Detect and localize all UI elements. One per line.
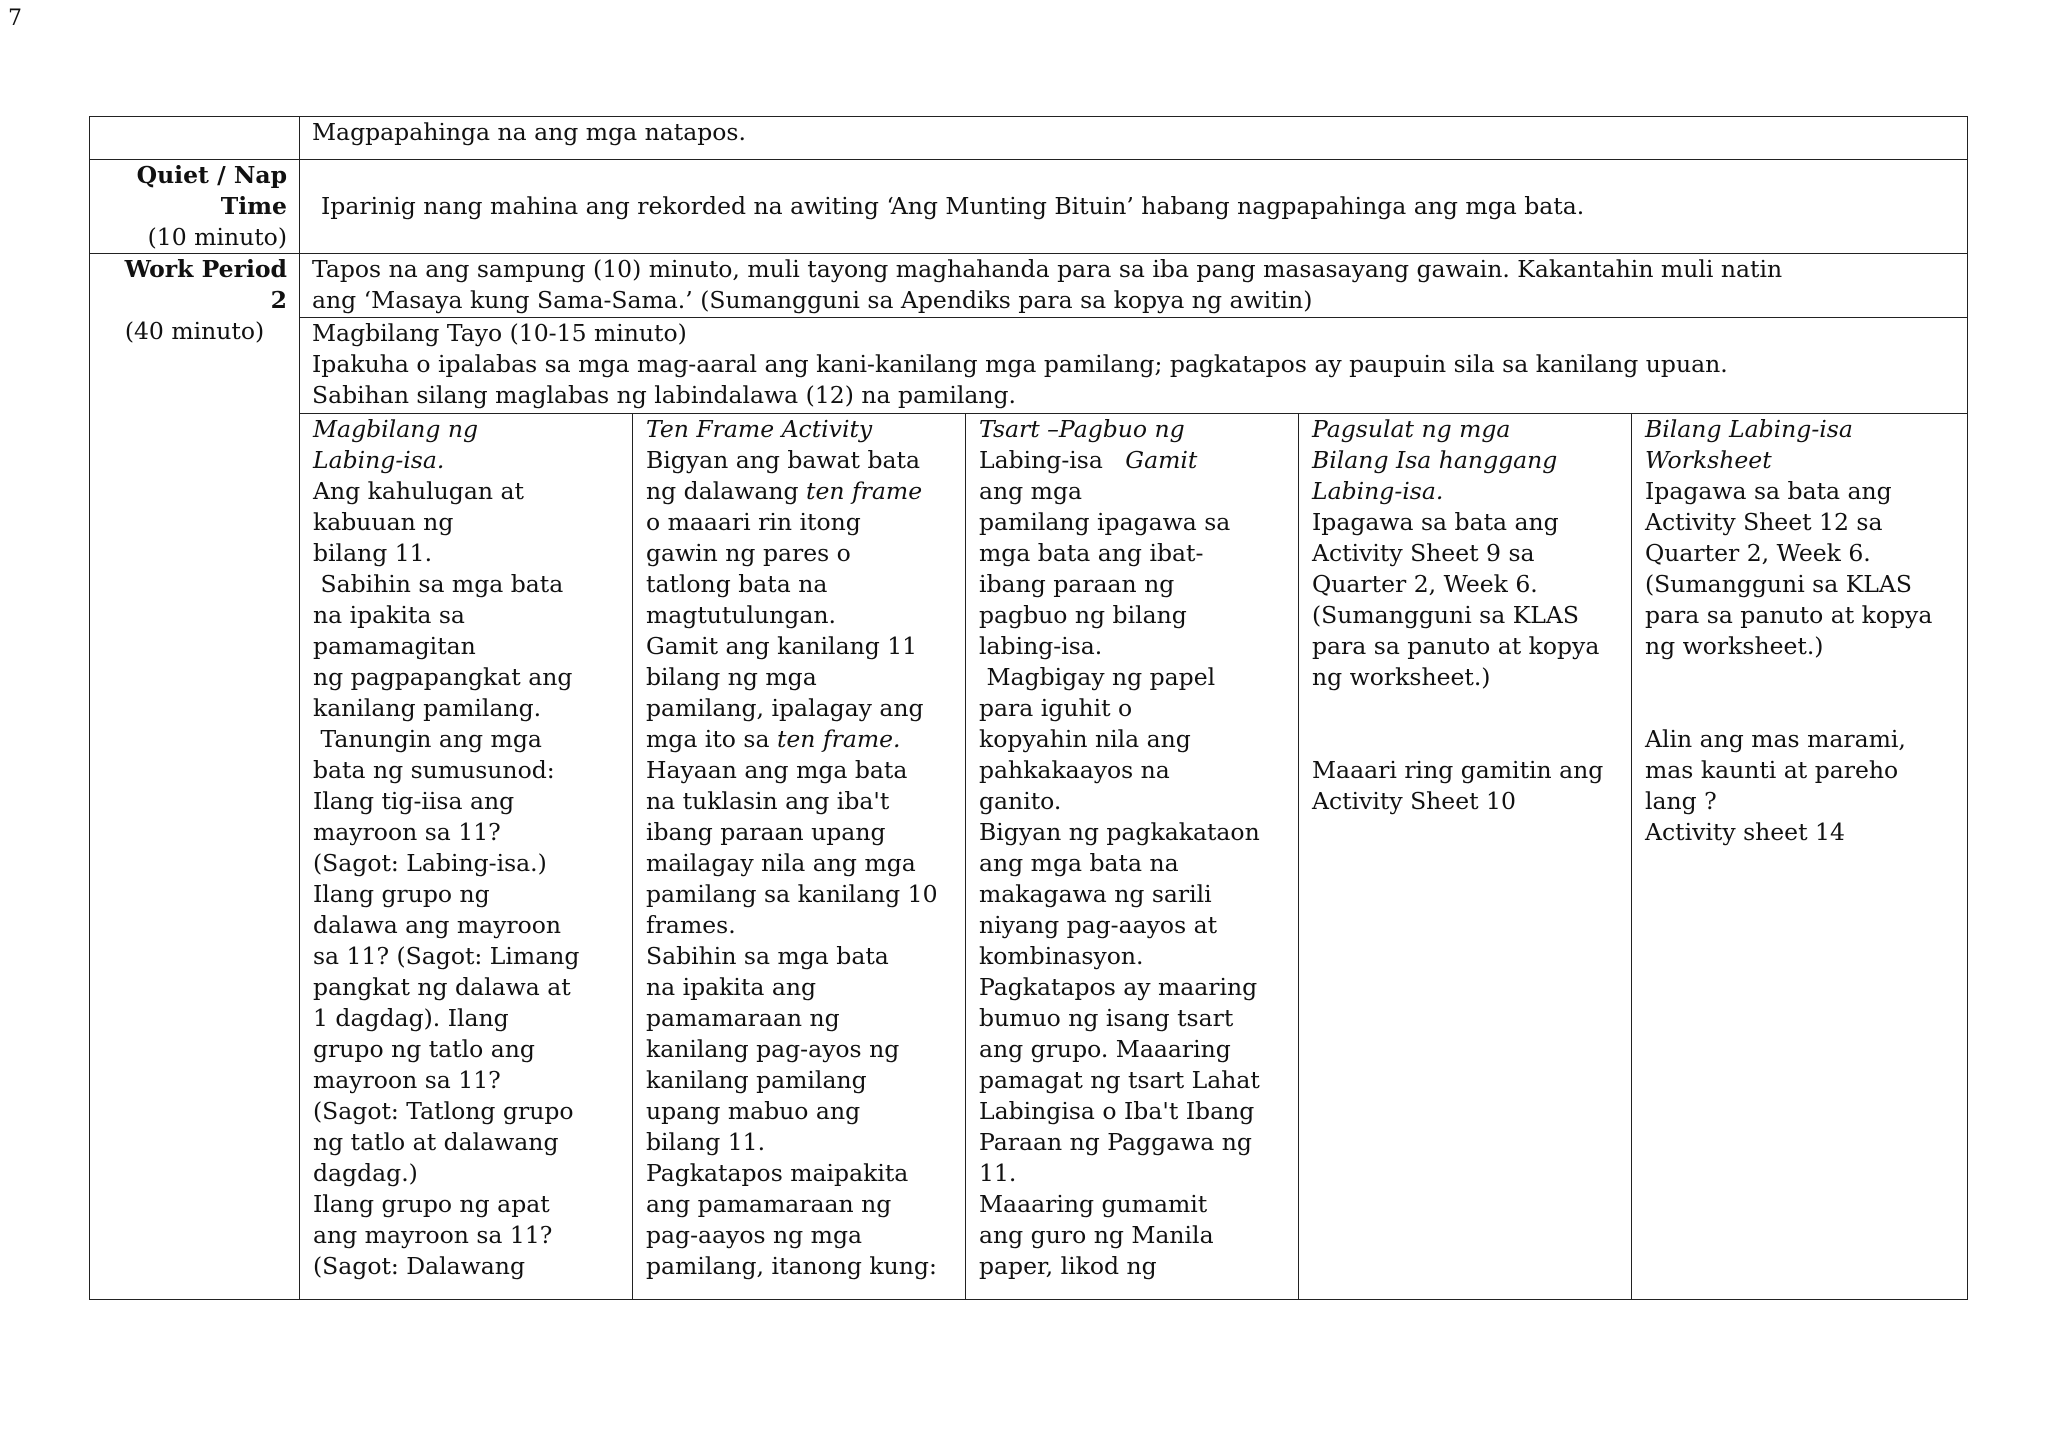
lesson-plan-table (89, 116, 1968, 1300)
activity-body-line: pamagat ng tsart Lahat (979, 1066, 1260, 1094)
work-period-intro (300, 254, 1968, 318)
activity-body-line: Ipagawa sa bata ang (1645, 477, 1892, 505)
activity-body-line: pamilang, ipalagay ang (646, 694, 924, 722)
activity-body-line: Gamit ang kanilang 11 (646, 632, 918, 660)
activity-body-line: dagdag.) (313, 1159, 418, 1187)
activity-title-line: Bilang Labing-isa (1645, 415, 1853, 443)
activity-body-line: kanilang pamilang. (313, 694, 542, 722)
activity-body-line: Activity sheet 14 (1645, 818, 1845, 846)
activity-body-line: dalawa ang mayroon (313, 911, 562, 939)
activity-body-line: na ipakita ang (646, 973, 817, 1001)
activity-body-line: sa 11? (Sagot: Limang (313, 942, 580, 970)
activity-body-line: bata ng sumusunod: (313, 756, 555, 784)
activity-body-line: mga bata ang ibat- (979, 539, 1204, 567)
activity-body-line: pahkakaayos na (979, 756, 1170, 784)
activity-body-line: lang ? (1645, 787, 1717, 815)
activity-body-line: ng dalawang ten frame (646, 477, 923, 505)
activity-body-line: upang mabuo ang (646, 1097, 861, 1125)
page-number: 7 (8, 6, 22, 31)
activity-body-line: na ipakita sa (313, 601, 465, 629)
activity-body-line: Sabihin sa mga bata (646, 942, 889, 970)
quiet-nap-label-line2: Time (220, 192, 287, 220)
activity-body-line: para sa panuto at kopya (1312, 632, 1600, 660)
activity-body-line: Quarter 2, Week 6. (1312, 570, 1538, 598)
empty-label-cell (90, 117, 300, 160)
activity-body-line: grupo ng tatlo ang (313, 1035, 535, 1063)
activity-body-line: Maaaring gumamit (979, 1190, 1208, 1218)
quiet-nap-row (90, 160, 1968, 254)
activity-body-line: pangkat ng dalawa at (313, 973, 571, 1001)
activity-body-line: tatlong bata na (646, 570, 828, 598)
activity-body-line: ng pagpapangkat ang (313, 663, 573, 691)
quiet-nap-duration: (10 minuto) (147, 223, 287, 251)
activity-body-line (1645, 693, 1959, 724)
work-period-intro-line1: Tapos na ang sampung (10) minuto, muli tayong maghahanda para sa iba pang masasayang gawain. Kakantahin muli natin (312, 255, 1783, 283)
magbilang-tayo-line1: Ipakuha o ipalabas sa mga mag-aaral ang kani-kanilang mga pamilang; pagkatapos ay paupuin sila sa kanilang upuan. (312, 350, 1728, 378)
work-period-duration: (40 minuto) (124, 317, 265, 345)
activity-body-line: Magbigay ng papel (979, 663, 1216, 691)
rest-row (90, 117, 1968, 160)
activity-body-line: (Sumangguni sa KLAS (1645, 570, 1912, 598)
activity-body-line: Alin ang mas marami, (1645, 725, 1906, 753)
rest-text: Magpapahinga na ang mga natapos. (300, 117, 1968, 160)
activity-body-line: Ang kahulugan at (313, 477, 524, 505)
activity-body-line: Tanungin ang mga (313, 725, 542, 753)
activity-body-line: ang mga (979, 477, 1082, 505)
activity-body-line: para iguhit o (979, 694, 1133, 722)
activity-body-line: bilang 11. (313, 539, 433, 567)
activity-body-line: mailagay nila ang mga (646, 849, 916, 877)
magbilang-tayo-row (90, 318, 1968, 414)
activity-body-line: ang mayroon sa 11? (313, 1221, 553, 1249)
activity-body-line: Pagkatapos maipakita (646, 1159, 909, 1187)
magbilang-tayo-line2: Sabihan silang maglabas ng labindalawa (12) na pamilang. (312, 381, 1017, 409)
activity-title-line: Tsart –Pagbuo ng (979, 415, 1185, 443)
magbilang-tayo-title: Magbilang Tayo (10-15 minuto) (312, 319, 687, 347)
activity-body-line: Quarter 2, Week 6. (1645, 539, 1871, 567)
work-period-label-text: Work Period 2 (124, 255, 287, 314)
activity-body-line: ganito. (979, 787, 1062, 815)
activity-body-line: kopyahin nila ang (979, 725, 1191, 753)
activity-body-line (1312, 693, 1623, 724)
activity-body-line: Pagkatapos ay maaring (979, 973, 1258, 1001)
activity-body-line: bilang 11. (646, 1128, 766, 1156)
activity-body-line: ibang paraan ng (979, 570, 1175, 598)
activity-body-line: Activity Sheet 10 (1312, 787, 1516, 815)
activity-body-line: 1 dagdag). Ilang (313, 1004, 509, 1032)
work-period-intro-row (90, 254, 1968, 318)
activity-body-line: niyang pag-aayos at (979, 911, 1218, 939)
activity-body-line: ng worksheet.) (1312, 663, 1491, 691)
activity-title-line: Ten Frame Activity (646, 415, 873, 443)
activity-body-line: pamilang, itanong kung: (646, 1252, 937, 1280)
activity-title-line: Labing-isa. (1312, 477, 1444, 505)
quiet-nap-label (90, 160, 300, 254)
activity-column (300, 414, 633, 1300)
activity-body-line: mayroon sa 11? (313, 818, 501, 846)
activities-row (90, 414, 1968, 1300)
activity-body-line: Ipagawa sa bata ang (1312, 508, 1559, 536)
activity-title-line: Labing-isa Gamit (979, 446, 1198, 474)
activity-title-line: Pagsulat ng mga (1312, 415, 1511, 443)
activity-body-line: ibang paraan upang (646, 818, 886, 846)
activity-body-line: mas kaunti at pareho (1645, 756, 1899, 784)
activity-body-line: Ilang grupo ng apat (313, 1190, 550, 1218)
activity-body-line: na tuklasin ang iba't (646, 787, 890, 815)
activity-body-line (1312, 724, 1623, 755)
activity-body-line: ang grupo. Maaaring (979, 1035, 1231, 1063)
activity-body-line: Bigyan ang bawat bata (646, 446, 920, 474)
activity-body-line: ng worksheet.) (1645, 632, 1824, 660)
activity-body-line: para sa panuto at kopya (1645, 601, 1933, 629)
activity-body-line: Activity Sheet 9 sa (1312, 539, 1535, 567)
activity-body-line: ang mga bata na (979, 849, 1179, 877)
activity-body-line: kombinasyon. (979, 942, 1144, 970)
activity-body-line: labing-isa. (979, 632, 1103, 660)
activity-body-line: kanilang pamilang (646, 1066, 867, 1094)
activity-body-line: bilang ng mga (646, 663, 817, 691)
activity-body-line: o maaari rin itong (646, 508, 861, 536)
activity-body-line: Sabihin sa mga bata (313, 570, 564, 598)
activity-body-line: (Sagot: Dalawang (313, 1252, 525, 1280)
activity-body-line: pamamagitan (313, 632, 476, 660)
activity-body-line: Paraan ng Paggawa ng (979, 1128, 1252, 1156)
activity-body-line: kabuuan ng (313, 508, 454, 536)
work-period-intro-line2: ang ‘Masaya kung Sama-Sama.’ (Sumangguni sa Apendiks para sa kopya ng awitin) (312, 286, 1313, 314)
activity-body-line: paper, likod ng (979, 1252, 1157, 1280)
activity-column (966, 414, 1299, 1300)
activity-body-line: ang pamamaraan ng (646, 1190, 892, 1218)
quiet-nap-label-line1: Quiet / Nap (136, 161, 287, 189)
activity-body-line: frames. (646, 911, 736, 939)
activity-body-line: ang guro ng Manila (979, 1221, 1214, 1249)
activity-title-line: Labing-isa. (313, 446, 445, 474)
activity-body-line: makagawa ng sarili (979, 880, 1212, 908)
activity-column (633, 414, 966, 1300)
activity-body-line: pamamaraan ng (646, 1004, 840, 1032)
activity-body-line: (Sagot: Labing-isa.) (313, 849, 547, 877)
activity-body-line: mayroon sa 11? (313, 1066, 501, 1094)
activity-body-line: Maaari ring gamitin ang (1312, 756, 1604, 784)
activity-body-line (1645, 662, 1959, 693)
activity-body-line: pamilang sa kanilang 10 (646, 880, 938, 908)
activity-body-line: ng tatlo at dalawang (313, 1128, 559, 1156)
activity-body-line: pamilang ipagawa sa (979, 508, 1231, 536)
activity-body-line: Ilang tig-iisa ang (313, 787, 515, 815)
activity-body-line: 11. (979, 1159, 1017, 1187)
activity-column (1632, 414, 1968, 1300)
activity-body-line: (Sumangguni sa KLAS (1312, 601, 1579, 629)
activity-column (1299, 414, 1632, 1300)
activity-body-line: (Sagot: Tatlong grupo (313, 1097, 574, 1125)
activity-body-line: Ilang grupo ng (313, 880, 490, 908)
activity-body-line: magtutulungan. (646, 601, 836, 629)
activity-body-line: gawin ng pares o (646, 539, 851, 567)
quiet-nap-text: Iparinig nang mahina ang rekorded na awiting ‘Ang Munting Bituin’ habang nagpapahinga ang mga bata. (300, 160, 1968, 254)
activity-body-line: pag-aayos ng mga (646, 1221, 862, 1249)
activity-title-line: Magbilang ng (313, 415, 479, 443)
activity-body-line: Bigyan ng pagkakataon (979, 818, 1260, 846)
activity-body-line: Hayaan ang mga bata (646, 756, 908, 784)
activity-body-line: Labingisa o Iba't Ibang (979, 1097, 1255, 1125)
activity-title-line: Worksheet (1645, 446, 1772, 474)
work-period-label (90, 254, 300, 1300)
activity-body-line: bumuo ng isang tsart (979, 1004, 1234, 1032)
magbilang-tayo-cell (300, 318, 1968, 414)
activity-title-line: Bilang Isa hanggang (1312, 446, 1558, 474)
activity-body-line: kanilang pag-ayos ng (646, 1035, 900, 1063)
activity-body-line: mga ito sa ten frame. (646, 725, 901, 753)
activity-body-line: pagbuo ng bilang (979, 601, 1187, 629)
activity-body-line: Activity Sheet 12 sa (1645, 508, 1883, 536)
